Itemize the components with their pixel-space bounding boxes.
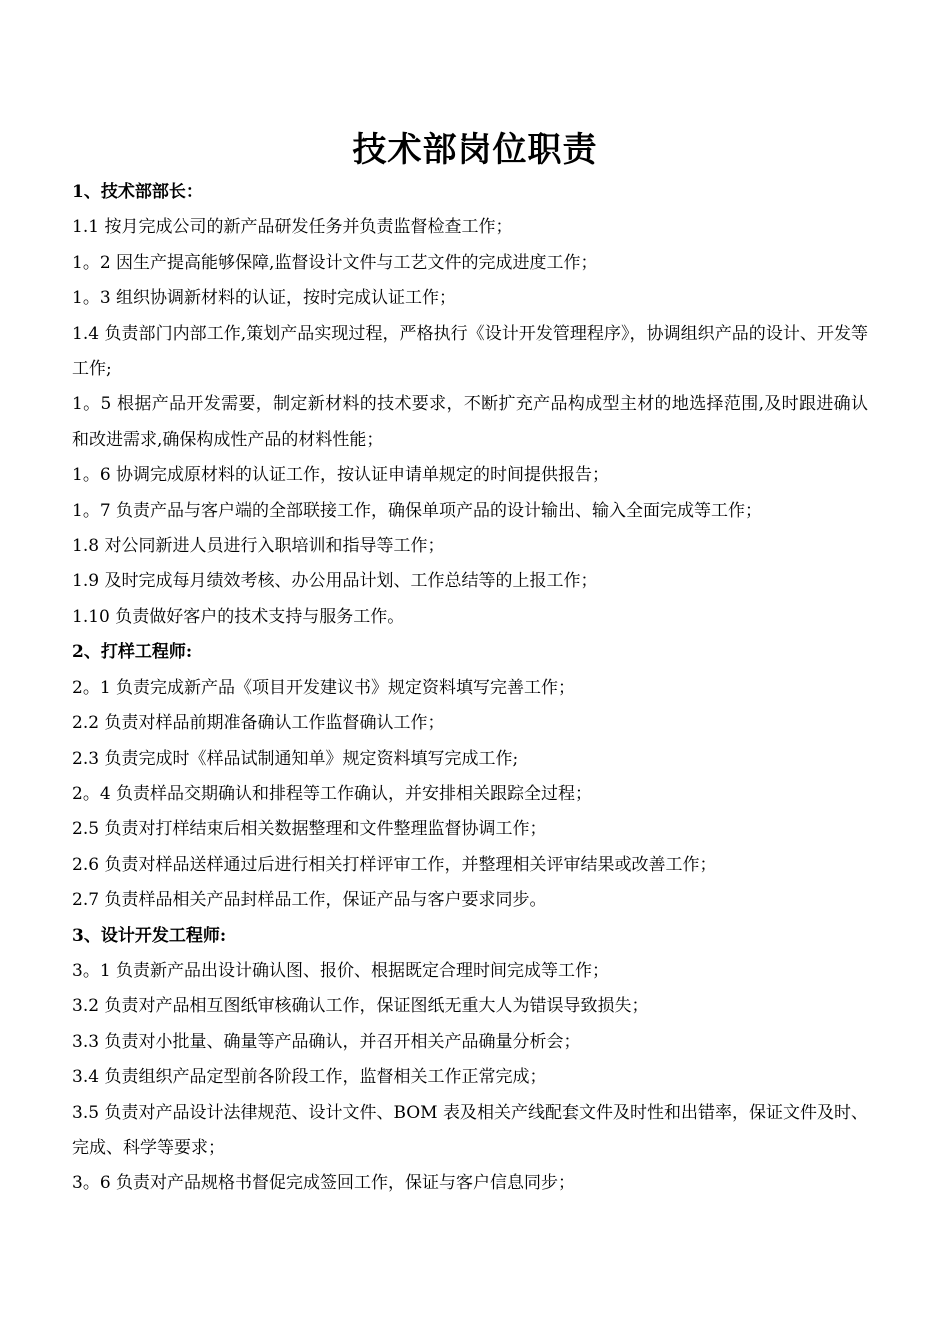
duty-item: 1.8 对公同新进人员进行入职培训和指导等工作； <box>72 536 445 557</box>
duty-item: 1。7 负责产品与客户端的全部联接工作，确保单项产品的设计输出、输入全面完成等工作； <box>72 500 763 521</box>
duty-item: 1.10 负责做好客户的技术支持与服务工作。 <box>72 606 405 627</box>
duty-item: 3.3 负责对小批量、确量等产品确认，并召开相关产品确量分析会； <box>72 1031 581 1052</box>
section-heading-sampling-engineer: 2、打样工程师: <box>72 642 193 663</box>
duty-item: 2。1 负责完成新产品《项目开发建议书》规定资料填写完善工作； <box>72 677 576 698</box>
duty-item: 2.2 负责对样品前期准备确认工作监督确认工作； <box>72 713 445 734</box>
duty-item: 1.4 负责部门内部工作,策划产品实现过程，严格执行《设计开发管理程序》，协调组织产品的设计、开发等工作; <box>72 323 868 380</box>
duty-item: 2.7 负责样品相关产品封样品工作，保证产品与客户要求同步。 <box>72 890 547 911</box>
duty-item: 1。5 根据产品开发需要，制定新材料的技术要求，不断扩充产品构成型主材的地选择范围,及时跟进确认和改进需求,确保构成性产品的材料性能； <box>72 394 868 450</box>
duty-item: 3。6 负责对产品规格书督促完成签回工作，保证与客户信息同步； <box>72 1173 576 1194</box>
duty-item: 1。3 组织协调新材料的认证，按时完成认证工作； <box>72 288 457 309</box>
duty-item: 3。1 负责新产品出设计确认图、报价、根据既定合理时间完成等工作； <box>72 960 610 981</box>
section-heading-design-engineer: 3、设计开发工程师: <box>72 925 227 946</box>
section-heading-department-head: 1、技术部部长： <box>72 182 203 202</box>
duty-item: 1.1 按月完成公司的新产品研发任务并负责监督检查工作； <box>72 217 513 238</box>
duty-item: 1。6 协调完成原材料的认证工作，按认证申请单规定的时间提供报告； <box>72 465 610 486</box>
document-body <box>72 175 868 1202</box>
duty-item: 2。4 负责样品交期确认和排程等工作确认，并安排相关跟踪全过程； <box>72 783 593 804</box>
duty-item: 1。2 因生产提高能够保障,监督设计文件与工艺文件的完成进度工作； <box>72 252 598 273</box>
duty-item: 1.9 及时完成每月绩效考核、办公用品计划、工作总结等的上报工作； <box>72 571 598 592</box>
duty-item: 3.2 负责对产品相互图纸审核确认工作，保证图纸无重大人为错误导致损失； <box>72 996 649 1017</box>
duty-item: 2.3 负责完成时《样品试制通知单》规定资料填写完成工作; <box>72 748 519 769</box>
duty-item: 2.5 负责对打样结束后相关数据整理和文件整理监督协调工作； <box>72 819 547 840</box>
document-title: 技术部岗位职责 <box>352 130 598 170</box>
duty-item: 3.4 负责组织产品定型前各阶段工作，监督相关工作正常完成； <box>72 1067 547 1088</box>
duty-item: 2.6 负责对样品送样通过后进行相关打样评审工作，并整理相关评审结果或改善工作； <box>72 854 717 875</box>
duty-item: 3.5 负责对产品设计法律规范、设计文件、BOM 表及相关产线配套文件及时性和出错率，保证文件及时、完成、科学等要求； <box>72 1102 868 1158</box>
